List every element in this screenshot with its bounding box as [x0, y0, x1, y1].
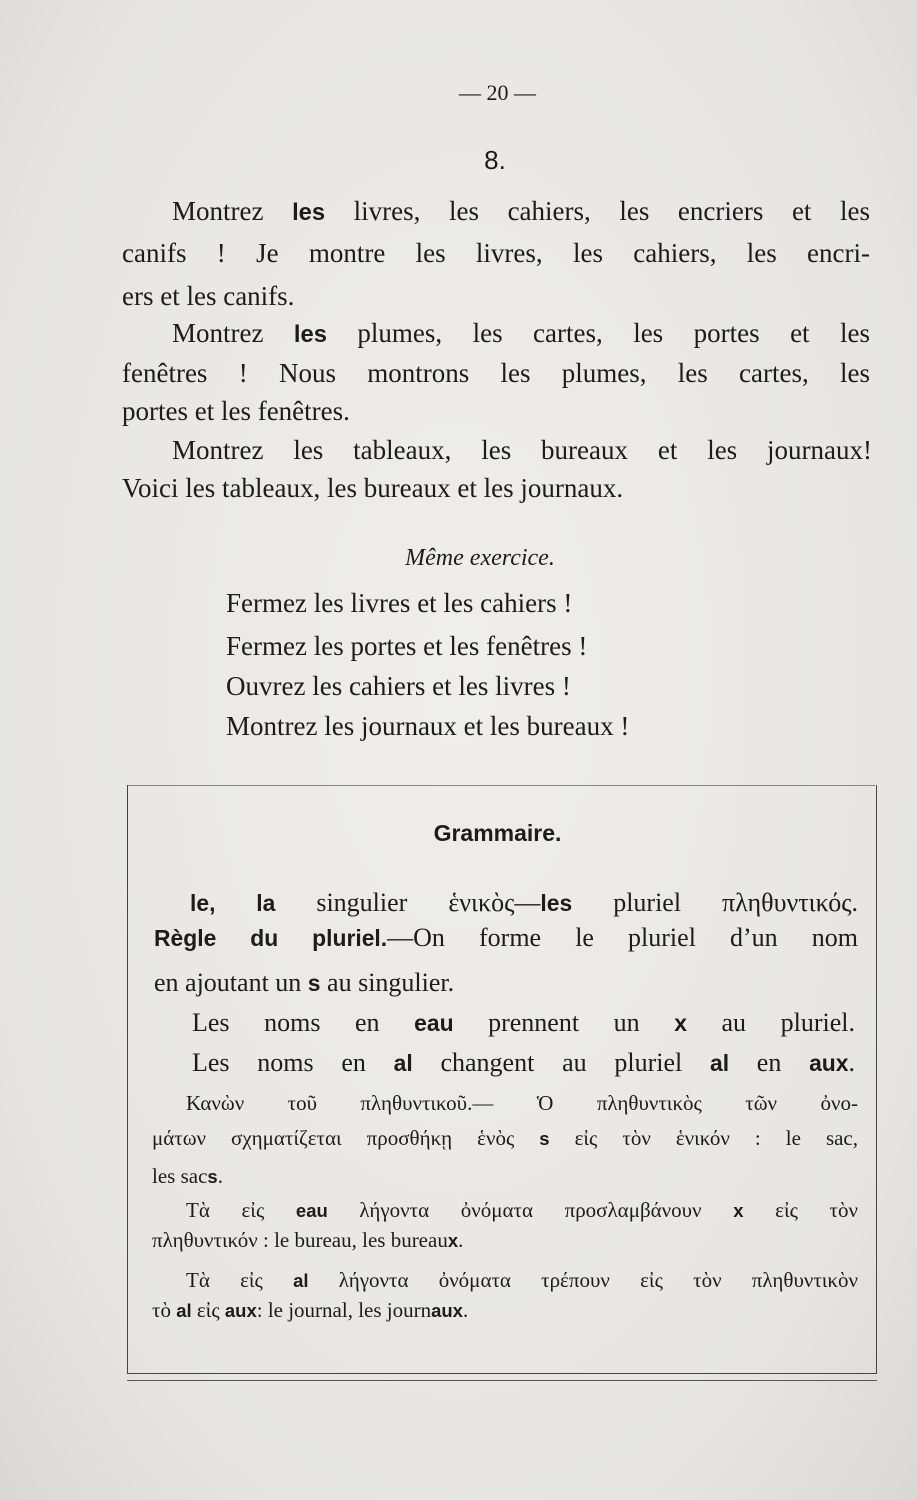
- text-segment: Montrez: [172, 318, 294, 348]
- greek-lines-line: [152, 1300, 468, 1321]
- bold-text: les: [292, 199, 326, 226]
- paragraphs-line: [122, 283, 294, 310]
- bold-text: s: [539, 1128, 550, 1149]
- bold-text: aux: [224, 1300, 257, 1321]
- paragraphs-line: [172, 320, 870, 347]
- greek-lines-line: [152, 1230, 463, 1251]
- bold-text: al: [293, 1270, 309, 1291]
- exercise-lines-line: [226, 713, 629, 740]
- text-segment: πληθυντικόν : le bureau, les bureau: [152, 1228, 448, 1252]
- bold-text: aux: [809, 1050, 849, 1076]
- text-segment: .: [217, 1164, 223, 1188]
- text-segment: Montrez: [172, 196, 293, 226]
- grammar-lines-line: [192, 1050, 855, 1076]
- grammar-lines-line: [154, 925, 858, 951]
- bold-text: al: [709, 1050, 730, 1076]
- paragraphs-line: [122, 240, 870, 267]
- text-segment: .: [458, 1228, 464, 1252]
- bold-text: al: [393, 1050, 413, 1076]
- paragraphs-line: [172, 198, 870, 225]
- grammar-lines-line: [154, 970, 454, 996]
- text-segment: λήγοντα ὀνόματα προσλαμβάνουν: [327, 1198, 734, 1222]
- text-segment: au singulier.: [320, 968, 455, 997]
- grammar-lines-line: [190, 890, 858, 916]
- paragraphs-line: [122, 475, 623, 502]
- grammar-box-bottom-rule: [127, 1380, 877, 1381]
- text-segment: εἰς τὸν: [743, 1198, 858, 1222]
- text-segment: τὸ: [152, 1298, 177, 1322]
- bold-text: x: [733, 1200, 744, 1221]
- bold-text: Règle du pluriel.: [154, 925, 388, 951]
- text-segment: εἰς: [191, 1298, 225, 1322]
- text-segment: Ouvrez les cahiers et les livres !: [226, 671, 571, 701]
- text-segment: prennent un: [453, 1008, 675, 1037]
- text-segment: Κανὼν τοῦ πληθυντικοῦ.— Ὁ πληθυντικὸς τῶν ὀνο-: [186, 1091, 858, 1115]
- page-number: — 20 —: [459, 80, 536, 105]
- grammar-lines-line: [192, 1010, 855, 1036]
- text-segment: μάτων σχηματίζεται προσθήκῃ ἑνὸς: [152, 1126, 540, 1150]
- text-segment: les sac: [152, 1164, 208, 1188]
- text-segment: singulier ἑνικὸς—: [275, 888, 541, 917]
- bold-text: aux: [431, 1300, 463, 1321]
- greek-lines-line: [186, 1200, 858, 1221]
- text-segment: Montrez les tableaux, les bureaux et les journaux!: [172, 435, 872, 465]
- bold-text: s: [307, 970, 321, 996]
- text-segment: .: [462, 1298, 469, 1322]
- bold-text: al: [176, 1300, 192, 1321]
- exercise-lines-line: [226, 673, 571, 700]
- subtitle: Même exercice.: [405, 545, 555, 571]
- exercise-lines-line: [226, 590, 572, 617]
- bold-text: eau: [414, 1010, 454, 1036]
- bold-text: le, la: [190, 890, 276, 916]
- text-segment: —On forme le pluriel d’un nom: [387, 923, 858, 952]
- text-segment: Fermez les livres et les cahiers !: [226, 588, 573, 618]
- text-segment: portes et les fenêtres.: [122, 396, 350, 426]
- text-segment: Τὰ εἰς: [186, 1198, 296, 1222]
- paragraphs-line: [172, 437, 872, 464]
- text-segment: changent au pluriel: [412, 1048, 710, 1077]
- text-segment: εἰς τὸν ἑνικόν : le sac,: [549, 1126, 859, 1150]
- text-segment: canifs ! Je montre les livres, les cahiers, les encri-: [122, 238, 870, 268]
- text-segment: : le journal, les journ: [256, 1298, 432, 1322]
- bold-text: s: [207, 1166, 218, 1187]
- text-segment: plumes, les cartes, les portes et les: [326, 318, 870, 348]
- text-segment: Voici les tableaux, les bureaux et les journaux.: [122, 473, 624, 503]
- text-segment: Les noms en: [192, 1008, 415, 1037]
- greek-lines-line: [152, 1128, 858, 1149]
- text-segment: ers et les canifs.: [122, 281, 295, 311]
- paragraphs-line: [122, 360, 870, 387]
- text-segment: en ajoutant un: [154, 968, 308, 997]
- text-segment: λήγοντα ὀνόματα τρέπουν εἰς τὸν πληθυντικὸν: [308, 1268, 859, 1292]
- text-segment: en: [729, 1048, 810, 1077]
- text-segment: Montrez les journaux et les bureaux !: [226, 711, 630, 741]
- text-segment: fenêtres ! Nous montrons les plumes, les cartes, les: [122, 358, 870, 388]
- grammar-title: Grammaire.: [433, 820, 562, 846]
- text-segment: .: [848, 1048, 855, 1077]
- exercise-number: 8.: [484, 145, 506, 175]
- greek-lines-line: [152, 1166, 223, 1187]
- bold-text: les: [540, 890, 573, 916]
- text-segment: Fermez les portes et les fenêtres !: [226, 631, 588, 661]
- greek-lines-line: [186, 1093, 858, 1114]
- bold-text: x: [674, 1010, 687, 1036]
- text-segment: au pluriel.: [686, 1008, 855, 1037]
- bold-text: x: [447, 1230, 459, 1251]
- text-segment: Les noms en: [192, 1048, 394, 1077]
- greek-lines-line: [186, 1270, 858, 1291]
- bold-text: eau: [295, 1200, 328, 1221]
- paragraphs-line: [122, 398, 350, 425]
- text-segment: livres, les cahiers, les encriers et les: [325, 196, 871, 226]
- text-segment: Τὰ εἰς: [186, 1268, 294, 1292]
- bold-text: les: [293, 321, 327, 348]
- text-segment: pluriel πληθυντικός.: [572, 888, 858, 917]
- exercise-lines-line: [226, 633, 587, 660]
